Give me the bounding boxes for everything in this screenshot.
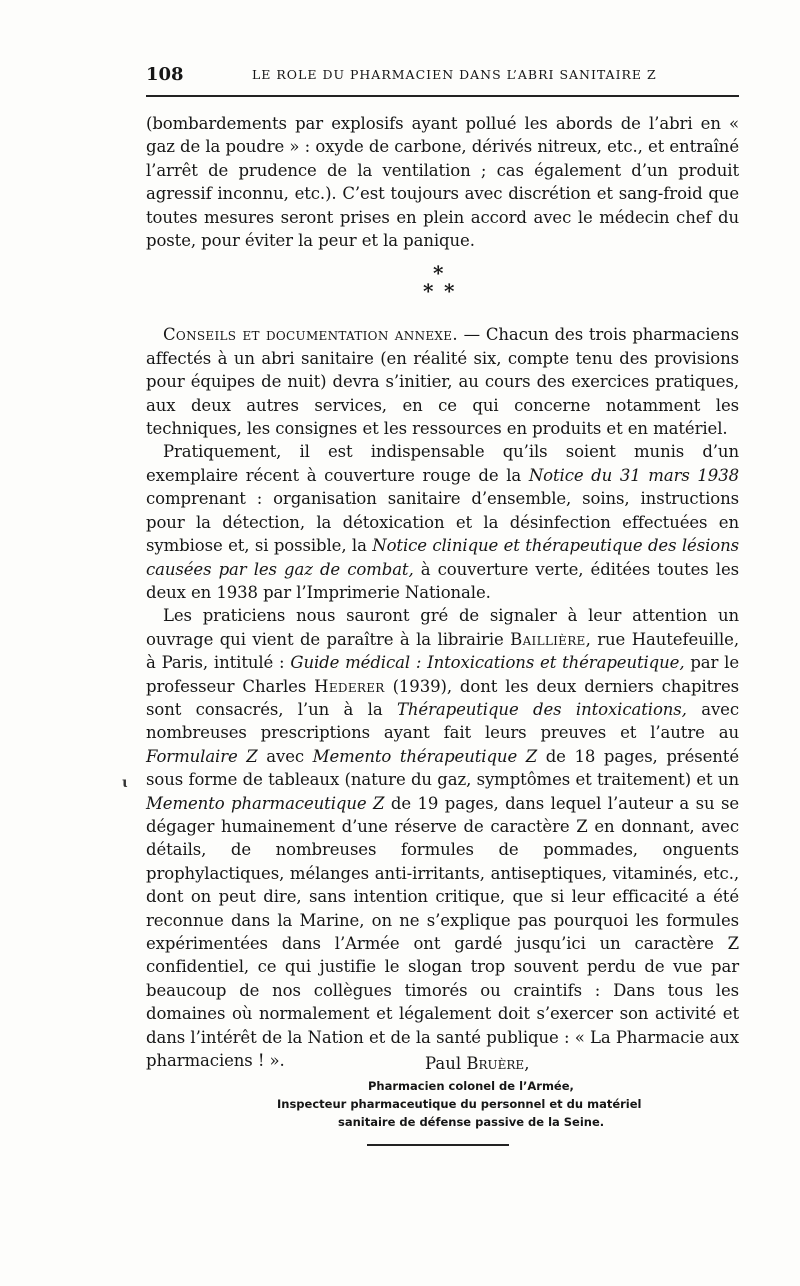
running-title: LE ROLE DU PHARMACIEN DANS L’ABRI SANITAIRE Z [252,67,657,82]
italic-title: Notice clinique et thérapeutique des lésions causées par les gaz de combat, [146,536,739,579]
margin-mark: ɩ [122,775,128,791]
paragraph-3 [146,440,739,604]
header-rule [146,95,739,97]
italic-title: Guide médical : Intoxications et thérapeutique, [290,653,685,673]
signature-title-3: sanitaire de défense passive de la Seine. [338,1115,605,1129]
asterisk: * [423,279,434,304]
italic-title: Formulaire Z [146,746,258,766]
paragraph-1: (bombardements par explosifs ayant pollué les abords de l’abri en « gaz de la poudre » : oxyde de carbone, dérivés nitreux, etc., et entraîné l’arrêt de prudence de la ventilation ; cas également d’un produit agressif inconnu, etc.). C’est toujours avec discrétion et sang-froid que toutes mesures seront prises en plein accord avec le médecin chef du poste, pour éviter la peur et la panique. [146,114,739,251]
paragraph-2 [146,323,739,440]
publisher-name: Baillière [510,629,586,649]
signature-title-2: Inspecteur pharmaceutique du personnel et du matériel [277,1097,642,1111]
text-run: Les praticiens nous sauront gré de signaler à leur attention un ouvrage qui vient de paraître à la librairie [146,606,739,649]
italic-title: Thérapeutique des intoxications, [396,699,687,719]
asterisk: * [444,279,455,304]
text-run: avec [257,746,313,766]
text-run: , rue Hautefeuille, à Paris, intitulé : [146,629,739,673]
author-name: Hederer [314,676,385,696]
signature-last-name: Bruère [466,1054,525,1073]
text-run: comprenant : organisation sanitaire d’ensemble, soins, instructions pour la détection, la détoxication et la désinfection effectuées en symbiose et, si possible, la [146,489,739,556]
text-run: à couverture verte, éditées toutes les deux en 1938 par l’Imprimerie Nationale. [146,559,739,602]
page-header [146,64,739,86]
text-run: Pratiquement, il est indispensable qu’ils soient munis d’un exemplaire récent à couverture rouge de la [146,442,739,485]
italic-title: Memento thérapeutique Z [312,746,538,766]
signature-first-name: Paul [425,1054,462,1073]
text-run: de 19 pages, dans lequel l’auteur a su se dégager humainement d’une réserve de caractère Z en donnant, avec détails, de nombreuses formules de pommades, onguents prophylactiques, mélanges anti-irritants, antiseptiques, vitaminés, etc., dont on peut dire, sans intention critique, que si leur efficacité a été reconnue dans la Marine, on ne s’explique pas pourquoi les formules expérimentées dans l’Armée ont gardé jusqu’ici un caractère Z confidentiel, ce qui justifie le slogan trop souvent perdu de vue par beaucoup de nos collègues timorés ou craintifs : Dans tous les domaines où normalement et légalement doit s’exercer son activité et dans l’intérêt de la Nation et de la santé publique : « La Pharmacie aux pharmaciens ! ». [146,793,739,1071]
signature-name [425,1052,529,1076]
text-run: par le professeur Charles [146,653,740,696]
section-heading: Conseils et documentation annexe. [163,325,458,345]
italic-title: Memento pharmaceutique Z [146,793,385,813]
paragraph-4 [146,604,739,1072]
body-text [146,112,739,1072]
end-rule [367,1144,509,1146]
italic-title: Notice du 31 mars 1938 [528,465,739,485]
text-run: (1939), dont les deux derniers chapitres sont consacrés, l’un à la [146,676,739,719]
page-number: 108 [146,64,184,85]
asterism-separator [146,263,739,305]
text-run: avec nombreuses prescriptions ayant fait leurs preuves et l’autre au [146,699,739,743]
signature-punct: , [524,1054,530,1073]
paragraph-2-text: — Chacun des trois pharmaciens affectés à un abri sanitaire (en réalité six, compte tenu des provisions pour équipes de nuit) devra s’initier, au cours des exercices pratiques, aux deux autres services, en ce qui concerne notamment les techniques, les consignes et les ressources en produits et en matériel. [146,325,739,439]
text-run: de 18 pages, présenté sous forme de tableaux (nature du gaz, symptômes et traitement) et un [146,746,739,790]
asterisk: * [433,261,444,286]
signature-title-1: Pharmacien colonel de l’Armée, [368,1079,574,1093]
